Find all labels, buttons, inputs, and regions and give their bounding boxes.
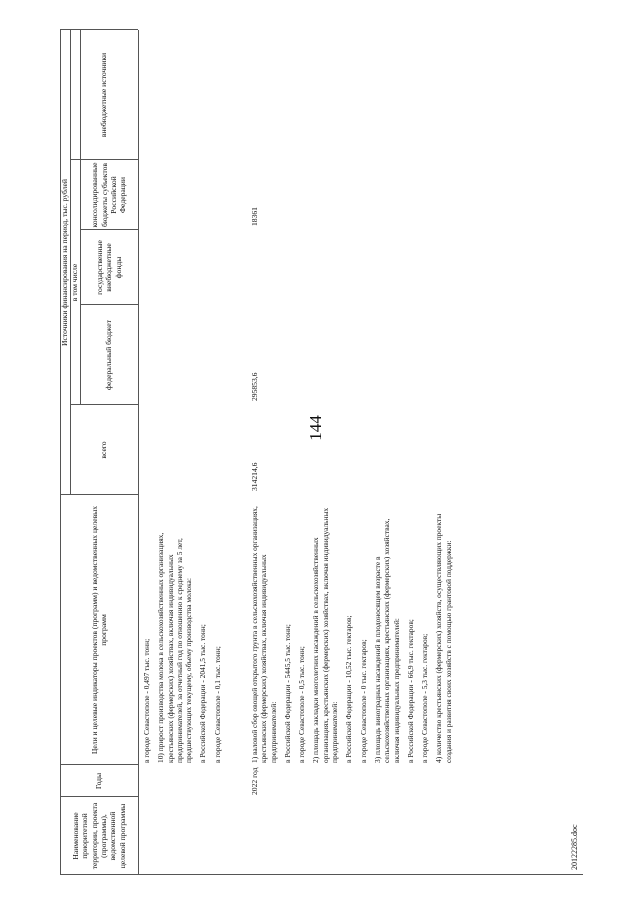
- list-item: в городе Севастополе - 5,3 тыс. гектаров;: [420, 633, 430, 763]
- header-federal: федеральный бюджет: [104, 320, 114, 390]
- row-federal: 295853,6: [250, 372, 259, 401]
- list-item: в Российской Федерации - 66,9 тыс. гектаров;: [405, 619, 415, 763]
- header-years: Годы: [94, 772, 104, 790]
- list-item: в Российской Федерации - 2041,5 тыс. тонн;: [198, 624, 208, 763]
- list-item: 4) количество крестьянских (фермерских) хозяйств, осуществляющих проекты создания и развития своих хозяйств с помощью грантовой поддержки:: [434, 513, 453, 763]
- list-item: 1) валовой сбор овощей открытого грунта в сельскохозяйственных организациях, крестьянских (фермерских) хозяйствах, включая индивидуальных предпринимателей:: [250, 506, 278, 763]
- header-extra: внебюджетные источники: [99, 52, 109, 138]
- list-item: в городе Севастополе - 0,1 тыс. тонн;: [212, 646, 222, 763]
- header-goals: Цели и целевые индикаторы проектов (программ) и ведомственных целевых программ: [89, 505, 108, 755]
- financing-table: [60, 30, 583, 875]
- list-item: 3) площадь виноградных насаждений в плодоносящем возрасте в сельскохозяйственных организациях, крестьянских (фермерских) хозяйствах, включая индивидуальных предпринимателей:: [372, 518, 401, 763]
- header-sources: Источники финансирования на период, тыс. рублей: [60, 179, 70, 346]
- rotated-page: [60, 30, 583, 875]
- header-state-funds: государственные внебюджетные фонды: [94, 240, 123, 295]
- row-regional: 18361: [250, 207, 259, 226]
- header-name: Наименование приоритетной территории, проекта (программы), ведомственной целевой программы: [70, 802, 127, 870]
- table-row: [250, 497, 453, 763]
- list-item: в Российской Федерации - 5445,5 тыс. тонн;: [282, 624, 292, 763]
- list-item: в городе Севастополе - 0,497 тыс. тонн;: [142, 638, 151, 763]
- header-regional: консолидированные бюджеты субъектов Российской Федерации: [90, 162, 128, 228]
- list-item: в Российской Федерации - 10,52 тыс. гектаров;: [344, 615, 354, 763]
- header-including: в том числе: [70, 263, 80, 302]
- page-number: 144: [305, 415, 325, 441]
- row-year: 2022 год: [250, 767, 259, 795]
- list-item: 10) прирост производства молока в сельскохозяйственных организациях, крестьянских (фермерских) хозяйствах, включая индивидуальных предпринимателей, за отчетный год по отношению к среднему за 5 лет, предшествующих текущему, объему производства молока:: [156, 532, 194, 763]
- document-code: 20122285.doc: [570, 824, 579, 870]
- table-row: [142, 497, 222, 763]
- list-item: в городе Севастополе - 0 тыс. гектаров;: [358, 639, 368, 763]
- list-item: 2) площадь закладки многолетних насаждений в сельскохозяйственных организациях, крестьянских (фермерских) хозяйствах, включая индивидуальных предпринимателей:: [311, 507, 340, 763]
- row-total: 314214,6: [250, 462, 259, 491]
- list-item: в городе Севастополе - 0,5 тыс. тонн;: [297, 646, 307, 763]
- header-total: всего: [99, 441, 109, 459]
